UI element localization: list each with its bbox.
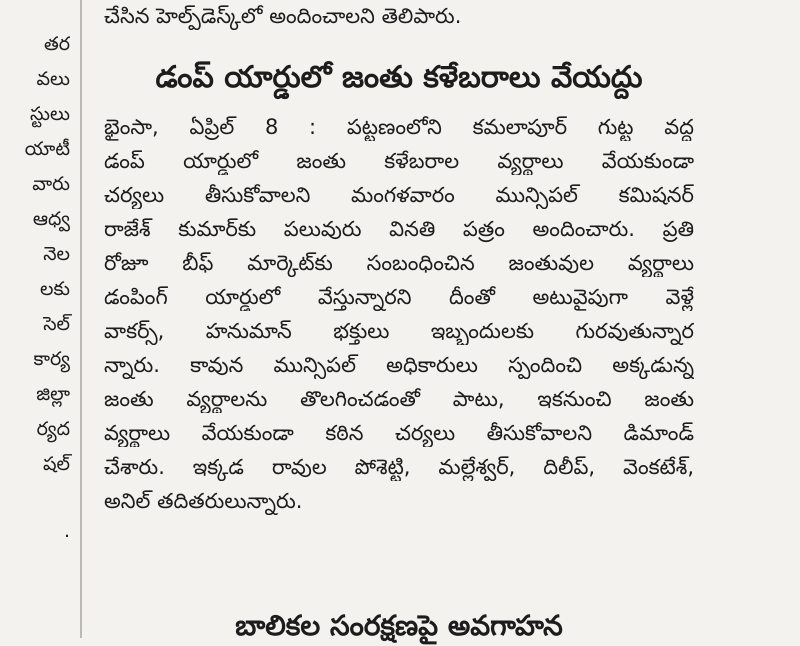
article-headline: డంప్ యార్డులో జంతు కళేబరాలు వేయద్దు [155, 60, 643, 95]
article-line: రాజేశ్ కుమార్‌కు పలువురు వినతి పత్రం అందించారు. ప్రతి [104, 217, 694, 241]
column-divider [80, 0, 82, 638]
previous-article-tail: చేసిన హెల్ప్‌డెస్క్‌లో అందించాలని తెలిపారు. [104, 4, 462, 28]
article-line: చేశారు. ఇక్కడ రావుల పోశెట్టి, మల్లేశ్వర్, దిలీప్, వెంకటేశ్, [104, 455, 694, 479]
left-fragment-line: షల్ [42, 453, 70, 475]
left-column-fragment [0, 0, 76, 638]
article-line: జంతు వ్యర్థాలను తొలగించడంతో పాటు, ఇకనుంచి జంతు [104, 387, 694, 411]
next-article-headline: బాలికల సంరక్షణపై అవగాహన [235, 609, 563, 642]
left-fragment-line: వారు [32, 173, 70, 195]
article-line: డంప్ యార్డులో జంతు కళేబరాల వ్యర్థాలు వేయకుండా [104, 149, 694, 173]
article-line: అనిల్ తదితరులున్నారు. [104, 489, 303, 513]
article-line: రోజూ బీఫ్ మార్కెట్‌కు సంబంధించిన జంతువుల వ్యర్థాలు [104, 251, 694, 275]
article-line: వ్యర్థాలు వేయకుండా కఠిన చర్యలు తీసుకోవాలని డిమాండ్ [104, 421, 694, 445]
left-fragment-line: ర్యద [36, 418, 70, 440]
article-line: న్నారు. కావున మున్సిపల్ అధికారులు స్పందించి అక్కడున్న [104, 353, 694, 377]
left-fragment-line: జిల్లా [36, 383, 70, 405]
left-fragment-line: లకు [40, 278, 70, 300]
article-line: డంపింగ్ యార్డులో వేస్తున్నారని దీంతో అటువైపుగా వెళ్లే [104, 285, 694, 309]
left-fragment-line: వలు [36, 68, 70, 90]
left-fragment-line: స్టులు [30, 103, 70, 125]
article-line: వాకర్స్, హనుమాన్ భక్తులు ఇబ్బందులకు గురవుతున్నార [104, 319, 694, 343]
left-fragment-line: యాటీ [24, 138, 70, 160]
left-fragment-line: సెల్ [43, 313, 70, 335]
left-fragment-line: ఆధ్వ [32, 208, 70, 230]
left-fragment-line: . [63, 520, 70, 542]
left-fragment-line: కార్య [33, 348, 70, 370]
left-fragment-line: నెల [43, 243, 70, 265]
left-fragment-line: తర [43, 33, 70, 55]
article-line: చర్యలు తీసుకోవాలని మంగళవారం మున్సిపల్ కమిషనర్ [104, 183, 694, 207]
article-line: భైంసా, ఏప్రిల్ 8 : పట్టణంలోని కమలాపూర్ గుట్ట వద్ద [104, 115, 694, 139]
main-column [104, 0, 694, 642]
